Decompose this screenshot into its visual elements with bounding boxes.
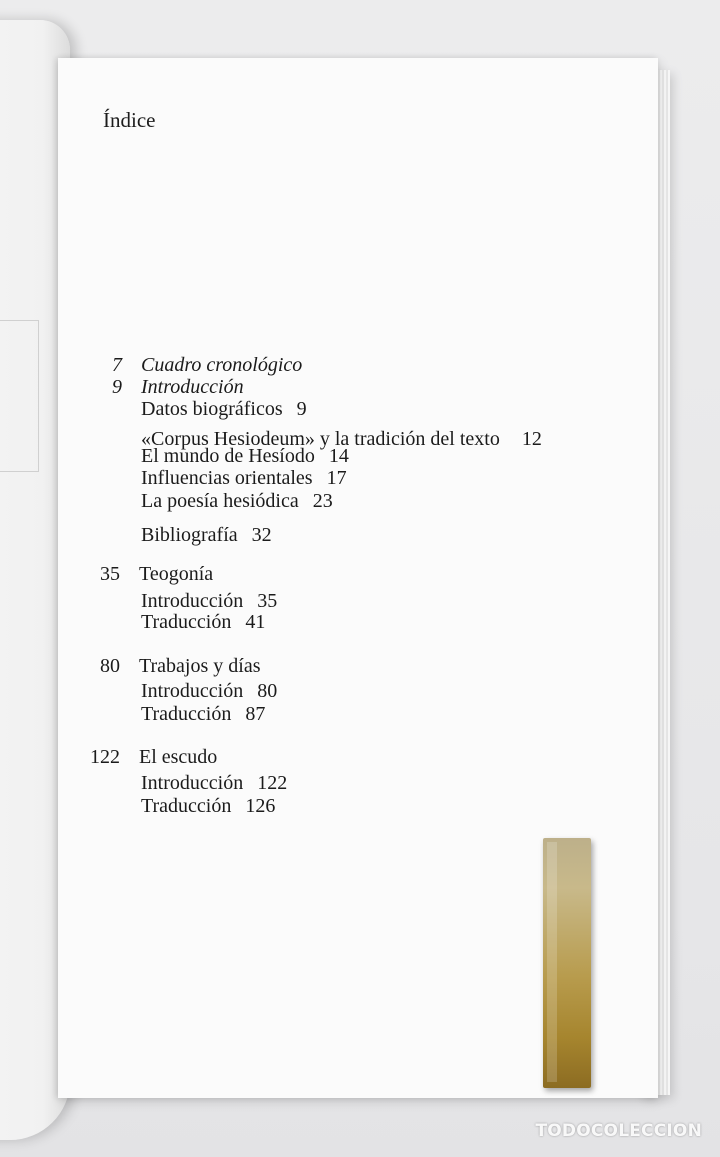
toc-subentry bbox=[141, 795, 275, 817]
toc-subentry bbox=[141, 445, 349, 467]
toc-subentry bbox=[141, 590, 277, 612]
toc-label: Introducción bbox=[141, 680, 244, 702]
toc-label: El escudo bbox=[139, 746, 218, 768]
toc-label: Traducción bbox=[141, 703, 232, 725]
toc-page-number: 35 bbox=[100, 563, 120, 585]
toc-page-number: 41 bbox=[245, 611, 266, 633]
watermark-logo: TODOCOLECCION bbox=[535, 1121, 702, 1141]
toc-label: Introducción bbox=[141, 772, 244, 794]
page-title: Índice bbox=[103, 108, 156, 132]
toc-page-number: 80 bbox=[257, 680, 278, 702]
toc-label: Traducción bbox=[141, 795, 232, 817]
toc-label: Traducción bbox=[141, 611, 232, 633]
toc-page-number: 126 bbox=[245, 795, 276, 817]
toc-label: Bibliografía bbox=[141, 524, 238, 546]
toc-subentry bbox=[141, 490, 333, 512]
toc-page-number: 17 bbox=[326, 467, 347, 489]
toc-page-number: 9 bbox=[296, 398, 307, 420]
toc-page-number: 9 bbox=[112, 376, 122, 398]
toc-label: Datos biográficos bbox=[141, 398, 283, 420]
toc-page-number: 35 bbox=[257, 590, 278, 612]
toc-label: Cuadro cronológico bbox=[141, 354, 303, 376]
toc-subentry bbox=[141, 467, 347, 489]
toc-label: Trabajos y días bbox=[139, 655, 261, 677]
toc-label: Introducción bbox=[141, 590, 244, 612]
toc-subentry bbox=[141, 524, 272, 546]
toc-subentry bbox=[141, 398, 307, 420]
toc-label: La poesía hesiódica bbox=[141, 490, 299, 512]
toc-label: Introducción bbox=[141, 376, 244, 398]
toc-page-number: 87 bbox=[245, 703, 266, 725]
toc-subentry bbox=[141, 703, 265, 725]
toc-label: «Corpus Hesiodeum» y la tradición del texto bbox=[141, 428, 500, 450]
toc-label: El mundo de Hesíodo bbox=[141, 445, 315, 467]
toc-page-number: 32 bbox=[251, 524, 272, 546]
gold-bookmark bbox=[543, 838, 591, 1088]
toc-label: Influencias orientales bbox=[141, 467, 313, 489]
toc-page-number: 80 bbox=[100, 655, 120, 677]
toc-subentry bbox=[141, 680, 277, 702]
toc-page-number: 122 bbox=[257, 772, 288, 794]
left-page-frame bbox=[0, 320, 39, 472]
toc-label: Teogonía bbox=[139, 563, 214, 585]
toc-subentry bbox=[141, 611, 265, 633]
toc-page-number: 23 bbox=[312, 490, 333, 512]
toc-page-number: 122 bbox=[90, 746, 120, 768]
toc-page-number: 7 bbox=[112, 354, 122, 376]
toc-page-number: 12 bbox=[521, 428, 542, 450]
toc-page-number: 14 bbox=[328, 445, 349, 467]
toc-subentry bbox=[141, 772, 287, 794]
